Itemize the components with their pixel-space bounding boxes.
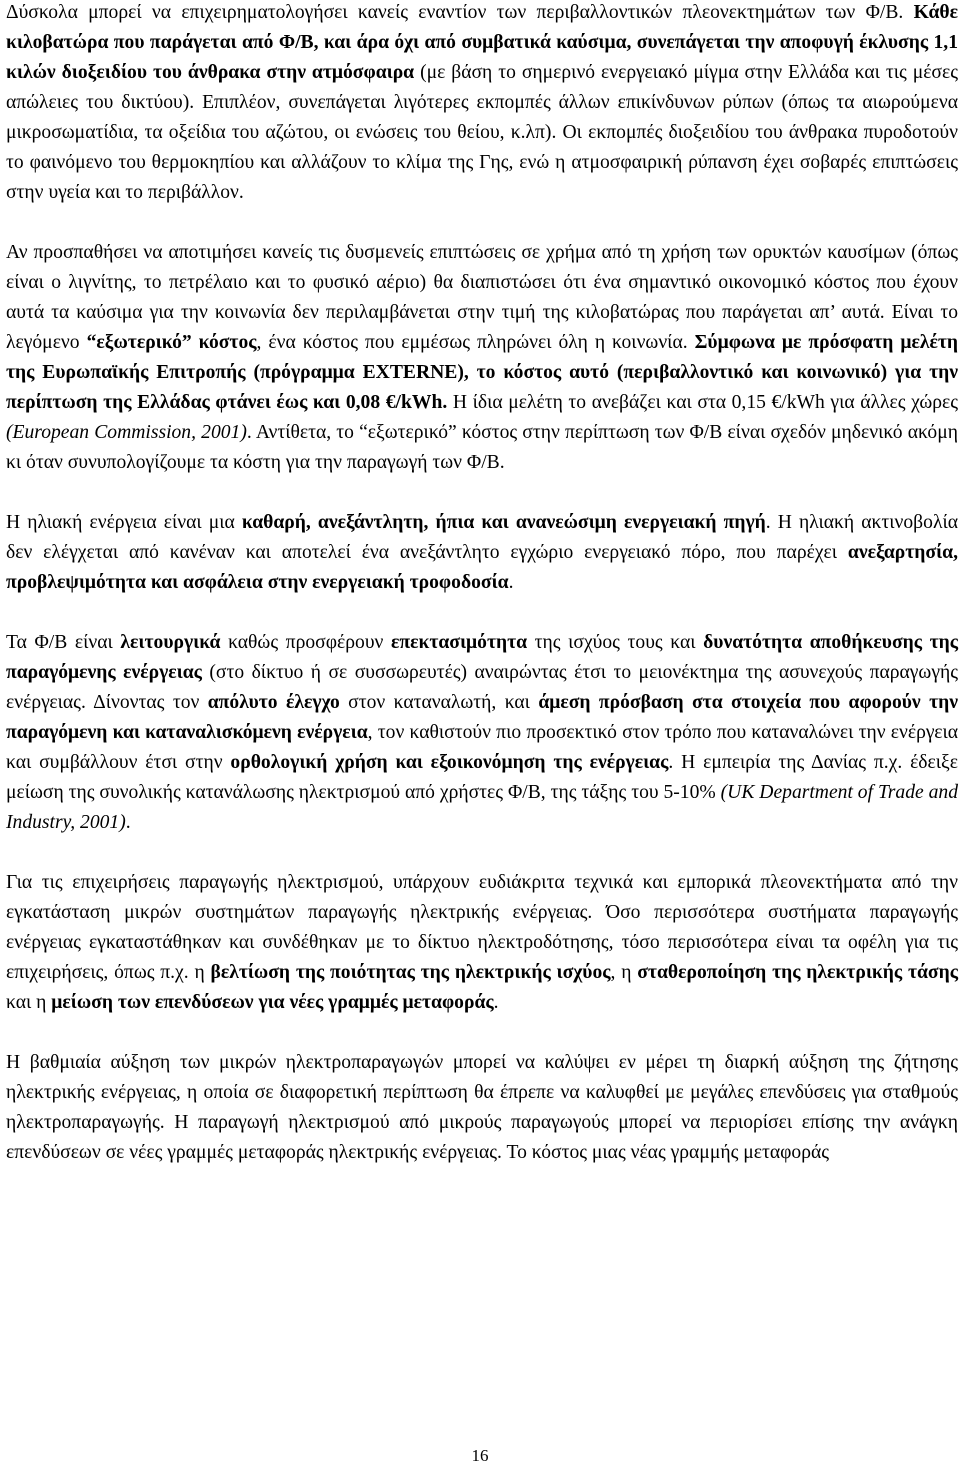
text-segment-bold: Σύμφωνα με πρόσφατη μελέτη της Ευρωπαϊκής Επιτροπής (πρόγραμμα EXTERNE), το κόστος αυτό (περιβαλλοντικό και κοινωνικό) για την περίπτωση της Ελλάδας φτάνει έως και 0,08 €/kWh. [6, 332, 958, 413]
paragraph-external-cost [6, 238, 958, 478]
text-segment: Η ίδια μελέτη το ανεβάζει και στα 0,15 €/kWh για άλλες χώρες [447, 392, 959, 413]
text-segment: . Αντίθετα, το “εξωτερικό” κόστος στην περίπτωση των Φ/Β είναι σχεδόν μηδενικό ακόμη κι όταν συνυπολογίζουμε τα κόστη για την παραγωγή των Φ/Β. [6, 422, 958, 473]
text-segment-bold: επεκτασιμότητα [390, 632, 528, 653]
text-segment: Για τις επιχειρήσεις παραγωγής ηλεκτρισμού, υπάρχουν ευδιάκριτα τεχνικά και εμπορικά πλεονεκτήματα από την εγκατάσταση μικρών συστημάτων παραγωγής ηλεκτρικής ενέργειας. Όσο περισσότερα συστήματα παραγωγής ενέργειας εγκαταστάθηκαν και συνδέθηκαν με το δίκτυο ηλεκτροδότησης, τόσο περισσότερα είναι τα οφέλη για τις επιχειρήσεις, όπως π.χ. η [6, 872, 958, 983]
text-segment-bold: σταθεροποίηση της ηλεκτρικής τάσης [637, 962, 958, 983]
text-segment: , ένα κόστος που εμμέσως πληρώνει όλη η κοινωνία. [256, 332, 695, 353]
text-segment: της ισχύος τους και [527, 632, 704, 653]
text-segment-bold: καθαρή, ανεξάντλητη, ήπια και ανανεώσιμη ενεργειακή πηγή [241, 512, 766, 533]
page-number: 16 [471, 1446, 489, 1465]
text-segment-bold: ορθολογική χρήση και εξοικονόμηση της ενέργειας [230, 752, 669, 773]
text-segment-bold: “εξωτερικό” κόστος [86, 332, 257, 353]
text-segment: Τα Φ/Β είναι [6, 632, 121, 653]
text-segment: Η βαθμιαία αύξηση των μικρών ηλεκτροπαραγωγών μπορεί να καλύψει εν μέρει τη διαρκή αύξηση της ζήτησης ηλεκτρικής ενέργειας, η οποία σε διαφορετική περίπτωση θα έπρεπε να καλυφθεί με μεγάλες επενδύσεις για σταθμούς ηλεκτροπαραγωγής. Η παραγωγή ηλεκτρισμού από μικρούς παραγωγούς μπορεί να περιορίσει επίσης την ανάγκη επενδύσεων σε νέες γραμμές μεταφοράς ηλεκτρικής ενέργειας. Το κόστος μιας νέας γραμμής μεταφοράς [6, 1052, 958, 1163]
text-segment-bold: Κάθε κιλοβατώρα που παράγεται από Φ/Β, και άρα όχι από συμβατικά καύσιμα, συνεπάγεται την αποφυγή έκλυσης 1,1 κιλών διοξειδίου του άνθρακα στην ατμόσφαιρα [6, 2, 958, 83]
paragraph-small-producers [6, 1048, 958, 1168]
text-segment-bold: ανεξαρτησία, προβλεψιμότητα και ασφάλεια στην ενεργειακή τροφοδοσία [6, 542, 958, 593]
text-segment-bold: μείωση των επενδύσεων για νέες γραμμές μεταφοράς [51, 992, 494, 1013]
text-segment: , η [610, 962, 638, 983]
text-segment-bold: βελτίωση της ποιότητας της ηλεκτρικής ισχύος [210, 962, 611, 983]
text-segment: . [508, 572, 514, 593]
paragraph-environmental-benefits [6, 0, 958, 208]
paragraph-pv-functionality [6, 628, 958, 838]
text-segment-bold: δυνατότητα αποθήκευσης της παραγόμενης ενέργειας [6, 632, 959, 683]
citation-european-commission: (European Commission, 2001) [6, 422, 247, 443]
text-segment: και η [6, 992, 52, 1013]
text-segment-bold: λειτουργικά [120, 632, 221, 653]
text-segment: καθώς προσφέρουν [220, 632, 391, 653]
document-body [6, 0, 958, 1168]
text-segment-bold: άμεση πρόσβαση στα στοιχεία που αφορούν την παραγόμενη και καταναλισκόμενη ενέργεια [6, 692, 958, 743]
text-segment: . [125, 812, 131, 833]
paragraph-solar-energy [6, 508, 958, 598]
text-segment: . Η εμπειρία της Δανίας π.χ. έδειξε μείωση της συνολικής κατανάλωσης ηλεκτρισμού από χρήστες Φ/Β, της τάξης του 5-10% [6, 752, 958, 803]
text-segment: , τον καθιστούν πιο προσεκτικό στον τρόπο που καταναλώνει την ενέργεια και συμβάλλουν έτσι στην [6, 722, 958, 773]
text-segment-bold: απόλυτο έλεγχο [207, 692, 340, 713]
text-segment: . Η ηλιακή ακτινοβολία δεν ελέγχεται από κανέναν και αποτελεί ένα ανεξάντλητο εγχώριο ενεργειακό πόρο, που παρέχει [6, 512, 958, 563]
text-segment: . [493, 992, 499, 1013]
text-segment: (στο δίκτυο ή σε συσσωρευτές) αναιρώντας έτσι το μειονέκτημα της ασυνεχούς παραγωγής ενέργειας. Δίνοντας τον [6, 662, 958, 713]
text-segment: Αν προσπαθήσει να αποτιμήσει κανείς τις δυσμενείς επιπτώσεις σε χρήμα από τη χρήση των ορυκτών καυσίμων (όπως είναι ο λιγνίτης, το πετρέλαιο και το φυσικό αέριο) θα διαπιστώσει ότι ένα σημαντικό οικονομικό κόστος που έχουν αυτά τα καύσιμα για την κοινωνία δεν περιλαμβάνεται στην τιμή της κιλοβατώρας που παράγεται απ’ αυτά. Είναι το λεγόμενο [6, 242, 958, 353]
text-segment: (με βάση το σημερινό ενεργειακό μίγμα στην Ελλάδα και τις μέσες απώλειες του δικτύου). Επιπλέον, συνεπάγεται λιγότερες εκπομπές άλλων επικίνδυνων ρύπων (όπως τα αιωρούμενα μικροσωματίδια, τα οξείδια του αζώτου, οι ενώσεις του θείου, κ.λπ). Οι εκπομπές διοξειδίου του άνθρακα πυροδοτούν το φαινόμενο του θερμοκηπίου και αλλάζουν το κλίμα της Γης, ενώ η ατμοσφαιρική ρύπανση έχει σοβαρές επιπτώσεις στην υγεία και το περιβάλλον. [6, 62, 958, 203]
text-segment: στον καταναλωτή, και [339, 692, 539, 713]
text-segment: Η ηλιακή ενέργεια είναι μια [6, 512, 242, 533]
text-segment: Δύσκολα μπορεί να επιχειρηματολογήσει κανείς εναντίον των περιβαλλοντικών πλεονεκτημάτων των Φ/Β. [6, 2, 914, 23]
citation-uk-department: (UK Department of Trade and Industry, 2001) [6, 782, 959, 833]
paragraph-utility-benefits [6, 868, 958, 1018]
